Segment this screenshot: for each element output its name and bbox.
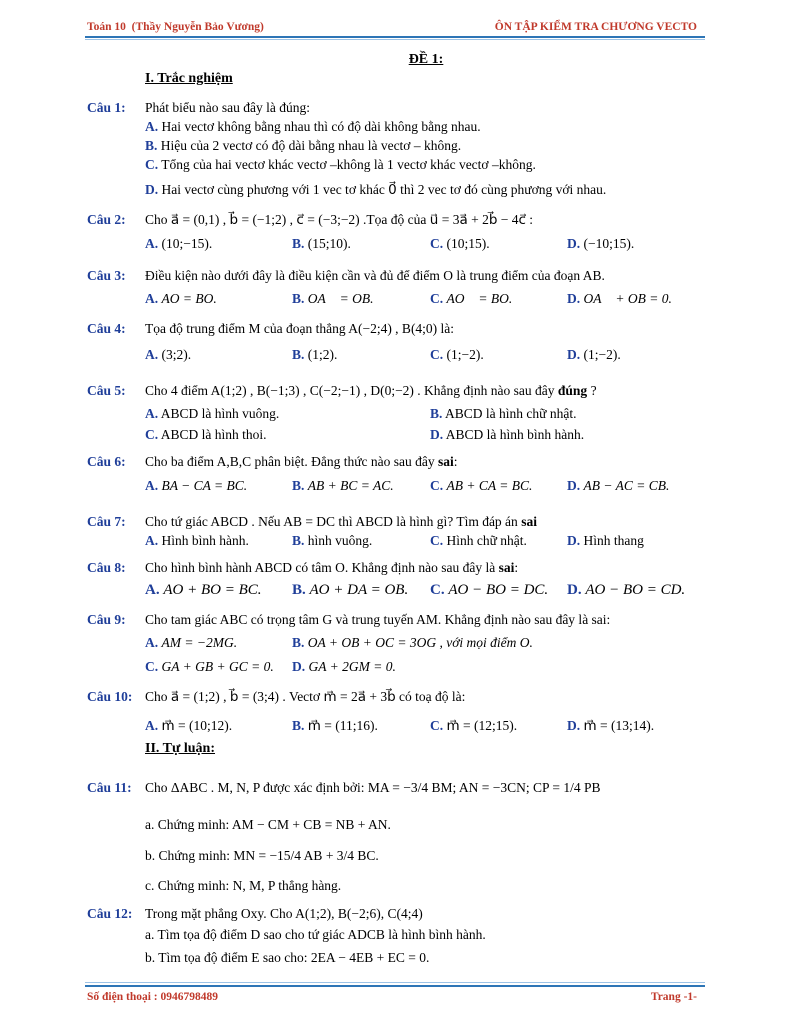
option-c: C. GA + GB + GC = 0.: [145, 659, 274, 674]
option-c: C. (1;−2).: [430, 347, 484, 362]
option-a: A. AO + BO = BC.: [145, 582, 262, 598]
sub-question-a: a. Tìm tọa độ điểm D sao cho tứ giác ADCB là hình bình hành.: [145, 927, 486, 942]
header-left-sub: (Thầy Nguyễn Bảo Vương): [131, 21, 264, 33]
option-d: D. (1;−2).: [567, 347, 621, 362]
sub-question-b: b. Chứng minh: MN = −15/4 AB + 3/4 BC.: [145, 848, 379, 863]
option-a: A. (10;−15).: [145, 236, 213, 251]
question-label: Câu 7:: [87, 514, 126, 529]
option-d: D. m⃗ = (13;14).: [567, 718, 655, 733]
option-b: B. Hiệu của 2 vectơ có độ dài bằng nhau là vectơ – không.: [145, 138, 462, 153]
option-b: B. hình vuông.: [292, 533, 373, 548]
option-b: B. (1;2).: [292, 347, 338, 362]
option-c: C. (10;15).: [430, 236, 490, 251]
question-label: Câu 3:: [87, 268, 126, 283]
sub-question-a: a. Chứng minh: AM − CM + CB = NB + AN.: [145, 817, 391, 832]
option-b: B. OA⃗ = OB.: [292, 291, 374, 306]
option-a: A. Hình bình hành.: [145, 533, 249, 548]
question-label: Câu 1:: [87, 100, 126, 115]
option-a: A. AO = BO.: [145, 291, 217, 306]
option-b: B. AO + DA = OB.: [292, 582, 409, 598]
question-label: Câu 10:: [87, 689, 133, 704]
header-rule-thin: [85, 39, 705, 40]
page-title: ĐỀ 1:: [408, 52, 444, 67]
question-stem: Cho ΔABC . M, N, P được xác định bởi: MA = −3/4 BM; AN = −3CN; CP = 1/4 PB: [145, 780, 601, 795]
option-a: A. m⃗ = (10;12).: [145, 718, 233, 733]
option-a: A. BA − CA = BC.: [145, 478, 248, 493]
option-c: C. m⃗ = (12;15).: [430, 718, 518, 733]
question-label: Câu 12:: [87, 906, 133, 921]
option-d: D. AO − BO = CD.: [567, 582, 686, 598]
question-stem: Cho ba điểm A,B,C phân biệt. Đẳng thức nào sau đây sai:: [145, 454, 458, 469]
footer-page-number: Trang -1-: [650, 991, 697, 1003]
option-d: D. GA + 2GM = 0.: [292, 659, 396, 674]
header-left: Toán 10 (Thầy Nguyễn Bảo Vương): [87, 21, 264, 33]
option-d: D. Hình thang: [567, 533, 644, 548]
option-d: D. AB − AC = CB.: [567, 478, 670, 493]
footer-phone: Số điện thoại : 0946798489: [87, 991, 218, 1003]
option-c: C. AB + CA = BC.: [430, 478, 533, 493]
option-c: C. Tổng của hai vectơ khác vectơ –không là 1 vectơ khác vectơ –không.: [145, 157, 536, 172]
question-stem: Phát biểu nào sau đây là đúng:: [145, 100, 310, 115]
option-c: C. AO − BO = DC.: [430, 582, 549, 598]
option-d: D. ABCD là hình bình hành.: [430, 427, 585, 442]
option-c: C. AO⃗ = BO.: [430, 291, 513, 306]
sub-question-b: b. Tìm tọa độ điểm E sao cho: 2EA − 4EB + EC = 0.: [145, 950, 430, 965]
question-label: Câu 11:: [87, 780, 132, 795]
question-label: Câu 4:: [87, 321, 126, 336]
question-stem: Tọa độ trung điểm M của đoạn thẳng A(−2;4) , B(4;0) là:: [145, 321, 455, 336]
header-right: ÔN TẬP KIỂM TRA CHƯƠNG VECTO: [494, 21, 697, 33]
question-stem: Điều kiện nào dưới đây là điều kiện cần và đủ để điểm O là trung điểm của đoạn AB.: [145, 268, 605, 283]
option-a: A. (3;2).: [145, 347, 192, 362]
option-d: D. (−10;15).: [567, 236, 635, 251]
section-multiple-choice: I. Trắc nghiệm: [145, 71, 233, 86]
question-label: Câu 8:: [87, 560, 126, 575]
question-stem: Cho tứ giác ABCD . Nếu AB = DC thì ABCD là hình gì? Tìm đáp án sai: [145, 514, 537, 529]
question-stem: Cho tam giác ABC có trọng tâm G và trung tuyến AM. Khẳng định nào sau đây là sai:: [145, 612, 611, 627]
question-stem: Trong mặt phẳng Oxy. Cho A(1;2), B(−2;6), C(4;4): [145, 906, 423, 921]
footer-rule-thin: [85, 982, 705, 983]
option-b: B. AB + BC = AC.: [292, 478, 394, 493]
footer-rule: [85, 985, 705, 987]
question-label: Câu 2:: [87, 212, 126, 227]
option-d: D. Hai vectơ cùng phương với 1 vec tơ khác 0⃗ thì 2 vec tơ đó cùng phương với nhau.: [145, 182, 607, 197]
option-c: C. ABCD là hình thoi.: [145, 427, 267, 442]
sub-question-c: c. Chứng minh: N, M, P thẳng hàng.: [145, 878, 342, 893]
option-d: D. OA⃗ + OB = 0.: [567, 291, 672, 306]
question-stem: Cho hình bình hành ABCD có tâm O. Khẳng định nào sau đây là sai:: [145, 560, 519, 575]
question-stem: Cho a⃗ = (1;2) , b⃗ = (3;4) . Vectơ m⃗ = 2a⃗ + 3b⃗ có toạ độ là:: [145, 689, 466, 704]
question-stem: Cho a⃗ = (0,1) , b⃗ = (−1;2) , c⃗ = (−3;−2) .Tọa độ của u⃗ = 3a⃗ + 2b⃗ − 4c⃗ :: [145, 212, 534, 227]
option-b: B. OA + OB + OC = 3OG , với mọi điểm O.: [292, 635, 533, 650]
option-a: A. AM = −2MG.: [145, 635, 238, 650]
option-c: C. Hình chữ nhật.: [430, 533, 527, 548]
option-a: A. ABCD là hình vuông.: [145, 406, 280, 421]
question-stem: Cho 4 điểm A(1;2) , B(−1;3) , C(−2;−1) , D(0;−2) . Khẳng định nào sau đây đúng ?: [145, 383, 597, 398]
option-b: B. (15;10).: [292, 236, 351, 251]
question-label: Câu 6:: [87, 454, 126, 469]
question-label: Câu 9:: [87, 612, 126, 627]
option-b: B. ABCD là hình chữ nhật.: [430, 406, 577, 421]
question-label: Câu 5:: [87, 383, 126, 398]
option-b: B. m⃗ = (11;16).: [292, 718, 378, 733]
option-a: A. Hai vectơ không bằng nhau thì có độ dài không bằng nhau.: [145, 119, 481, 134]
header-rule: [85, 36, 705, 38]
section-essay: II. Tự luận:: [145, 741, 216, 756]
